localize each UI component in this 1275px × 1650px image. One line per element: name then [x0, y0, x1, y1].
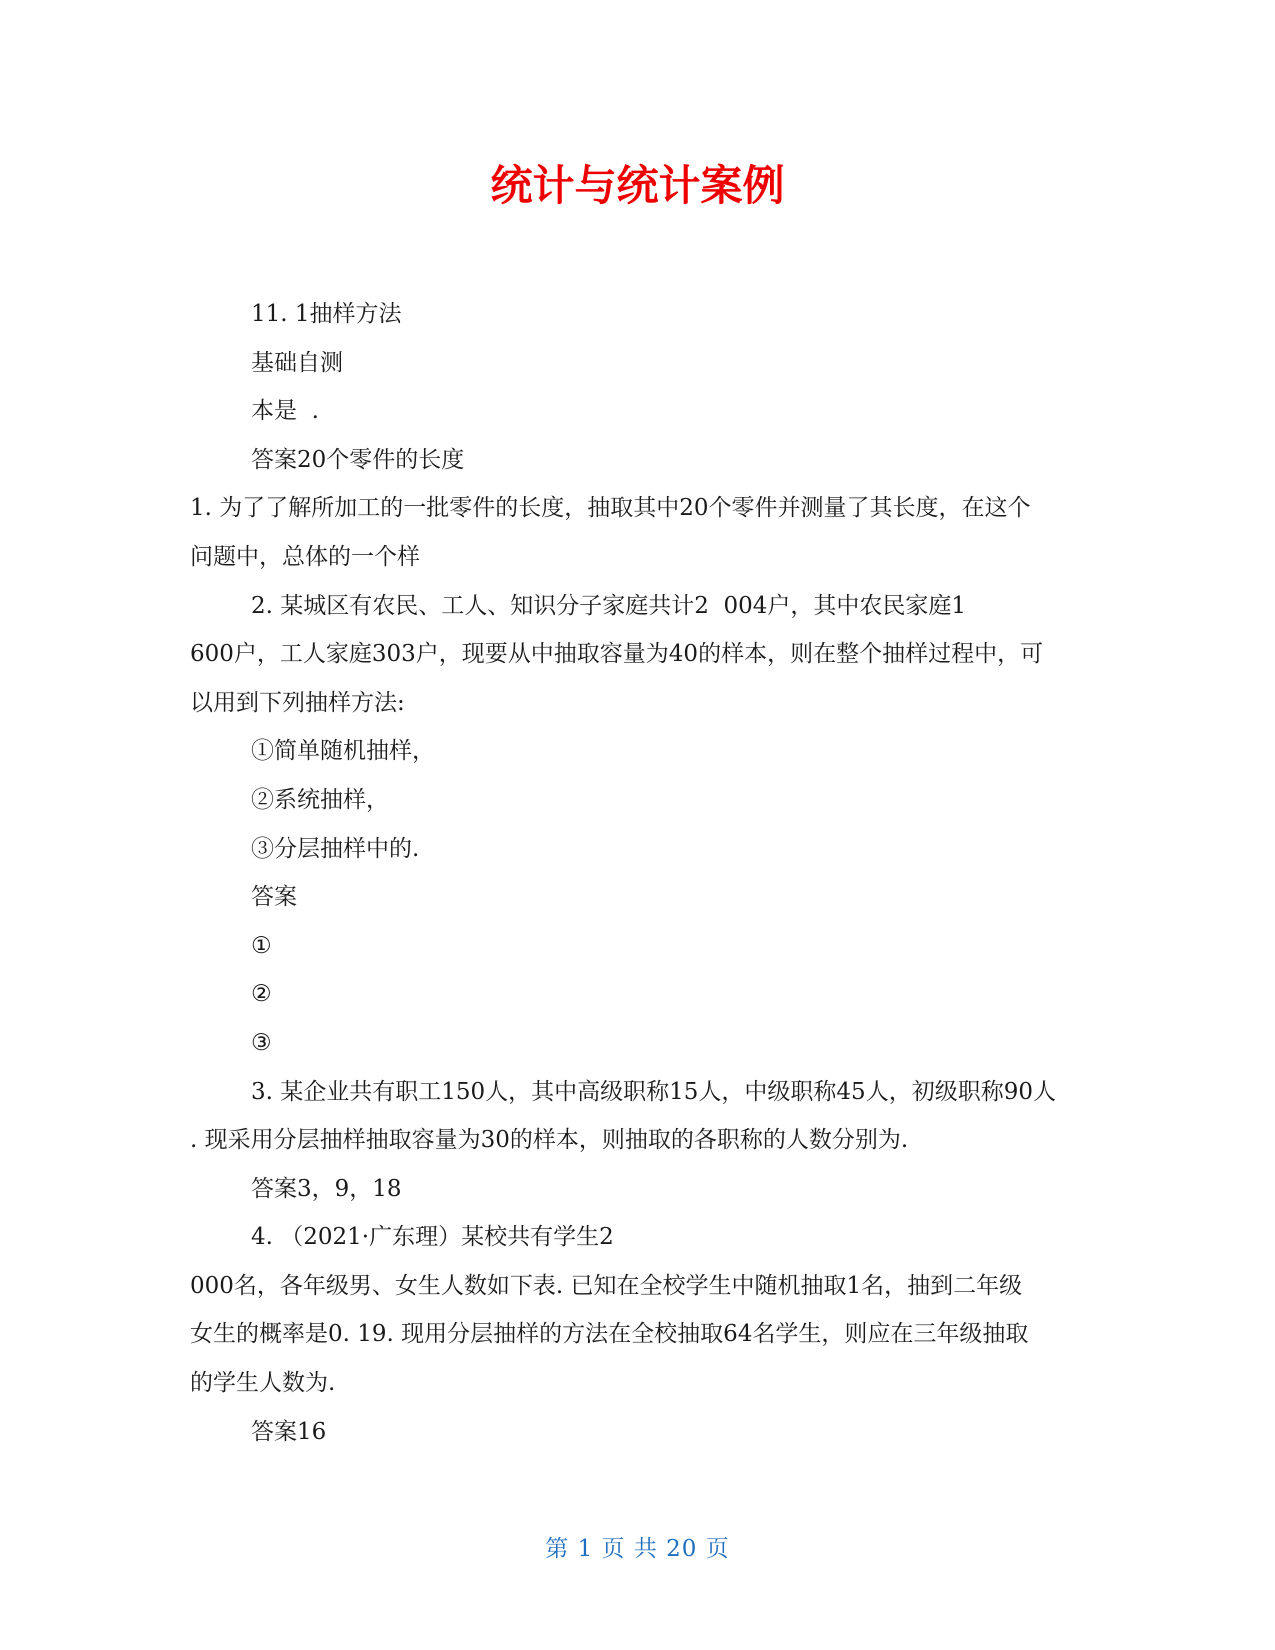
text-line: 女生的概率是0. 19. 现用分层抽样的方法在全校抽取64名学生，则应在三年级抽取 — [190, 1321, 1029, 1348]
text-line: 答案16 — [251, 1418, 327, 1445]
text-line: ③分层抽样中的. — [251, 835, 420, 862]
text-line: 4. （2021·广东理）某校共有学生2 — [251, 1224, 614, 1251]
text-line: ① — [251, 932, 272, 959]
text-line: 000名，各年级男、女生人数如下表. 已知在全校学生中随机抽取1名，抽到二年级 — [190, 1272, 1023, 1299]
text-line: 3. 某企业共有职工150人，其中高级职称15人，中级职称45人，初级职称90人 — [251, 1078, 1056, 1105]
text-line: ②系统抽样， — [251, 786, 389, 813]
text-line: 以用到下列抽样方法: — [190, 689, 405, 716]
page-footer: 第 1 页 共 20 页 — [545, 1536, 730, 1562]
text-line: ② — [251, 981, 272, 1008]
page-title: 统计与统计案例 — [490, 161, 785, 210]
text-line: 的学生人数为. — [190, 1370, 336, 1397]
text-line: 基础自测 — [251, 349, 343, 376]
text-line: 600户，工人家庭303户，现要从中抽取容量为40的样本，则在整个抽样过程中，可 — [190, 641, 1044, 668]
text-line: . 现采用分层抽样抽取容量为30的样本，则抽取的各职称的人数分别为. — [190, 1127, 909, 1154]
text-line: ③ — [251, 1029, 272, 1056]
text-line: ①简单随机抽样， — [251, 738, 435, 765]
text-line: 2. 某城区有农民、工人、知识分子家庭共计2 004户，其中农民家庭1 — [251, 592, 967, 619]
text-line: 问题中，总体的一个样 — [190, 543, 420, 570]
text-line: 11. 1抽样方法 — [251, 301, 402, 327]
text-line: 答案 — [251, 884, 297, 911]
text-line: 答案20个零件的长度 — [251, 446, 465, 473]
text-line: 答案3，9，18 — [251, 1175, 402, 1202]
document-body — [190, 290, 1090, 1456]
text-line: 1. 为了了解所加工的一批零件的长度，抽取其中20个零件并测量了其长度，在这个 — [190, 495, 1031, 522]
text-line: 本是 . — [251, 398, 319, 425]
